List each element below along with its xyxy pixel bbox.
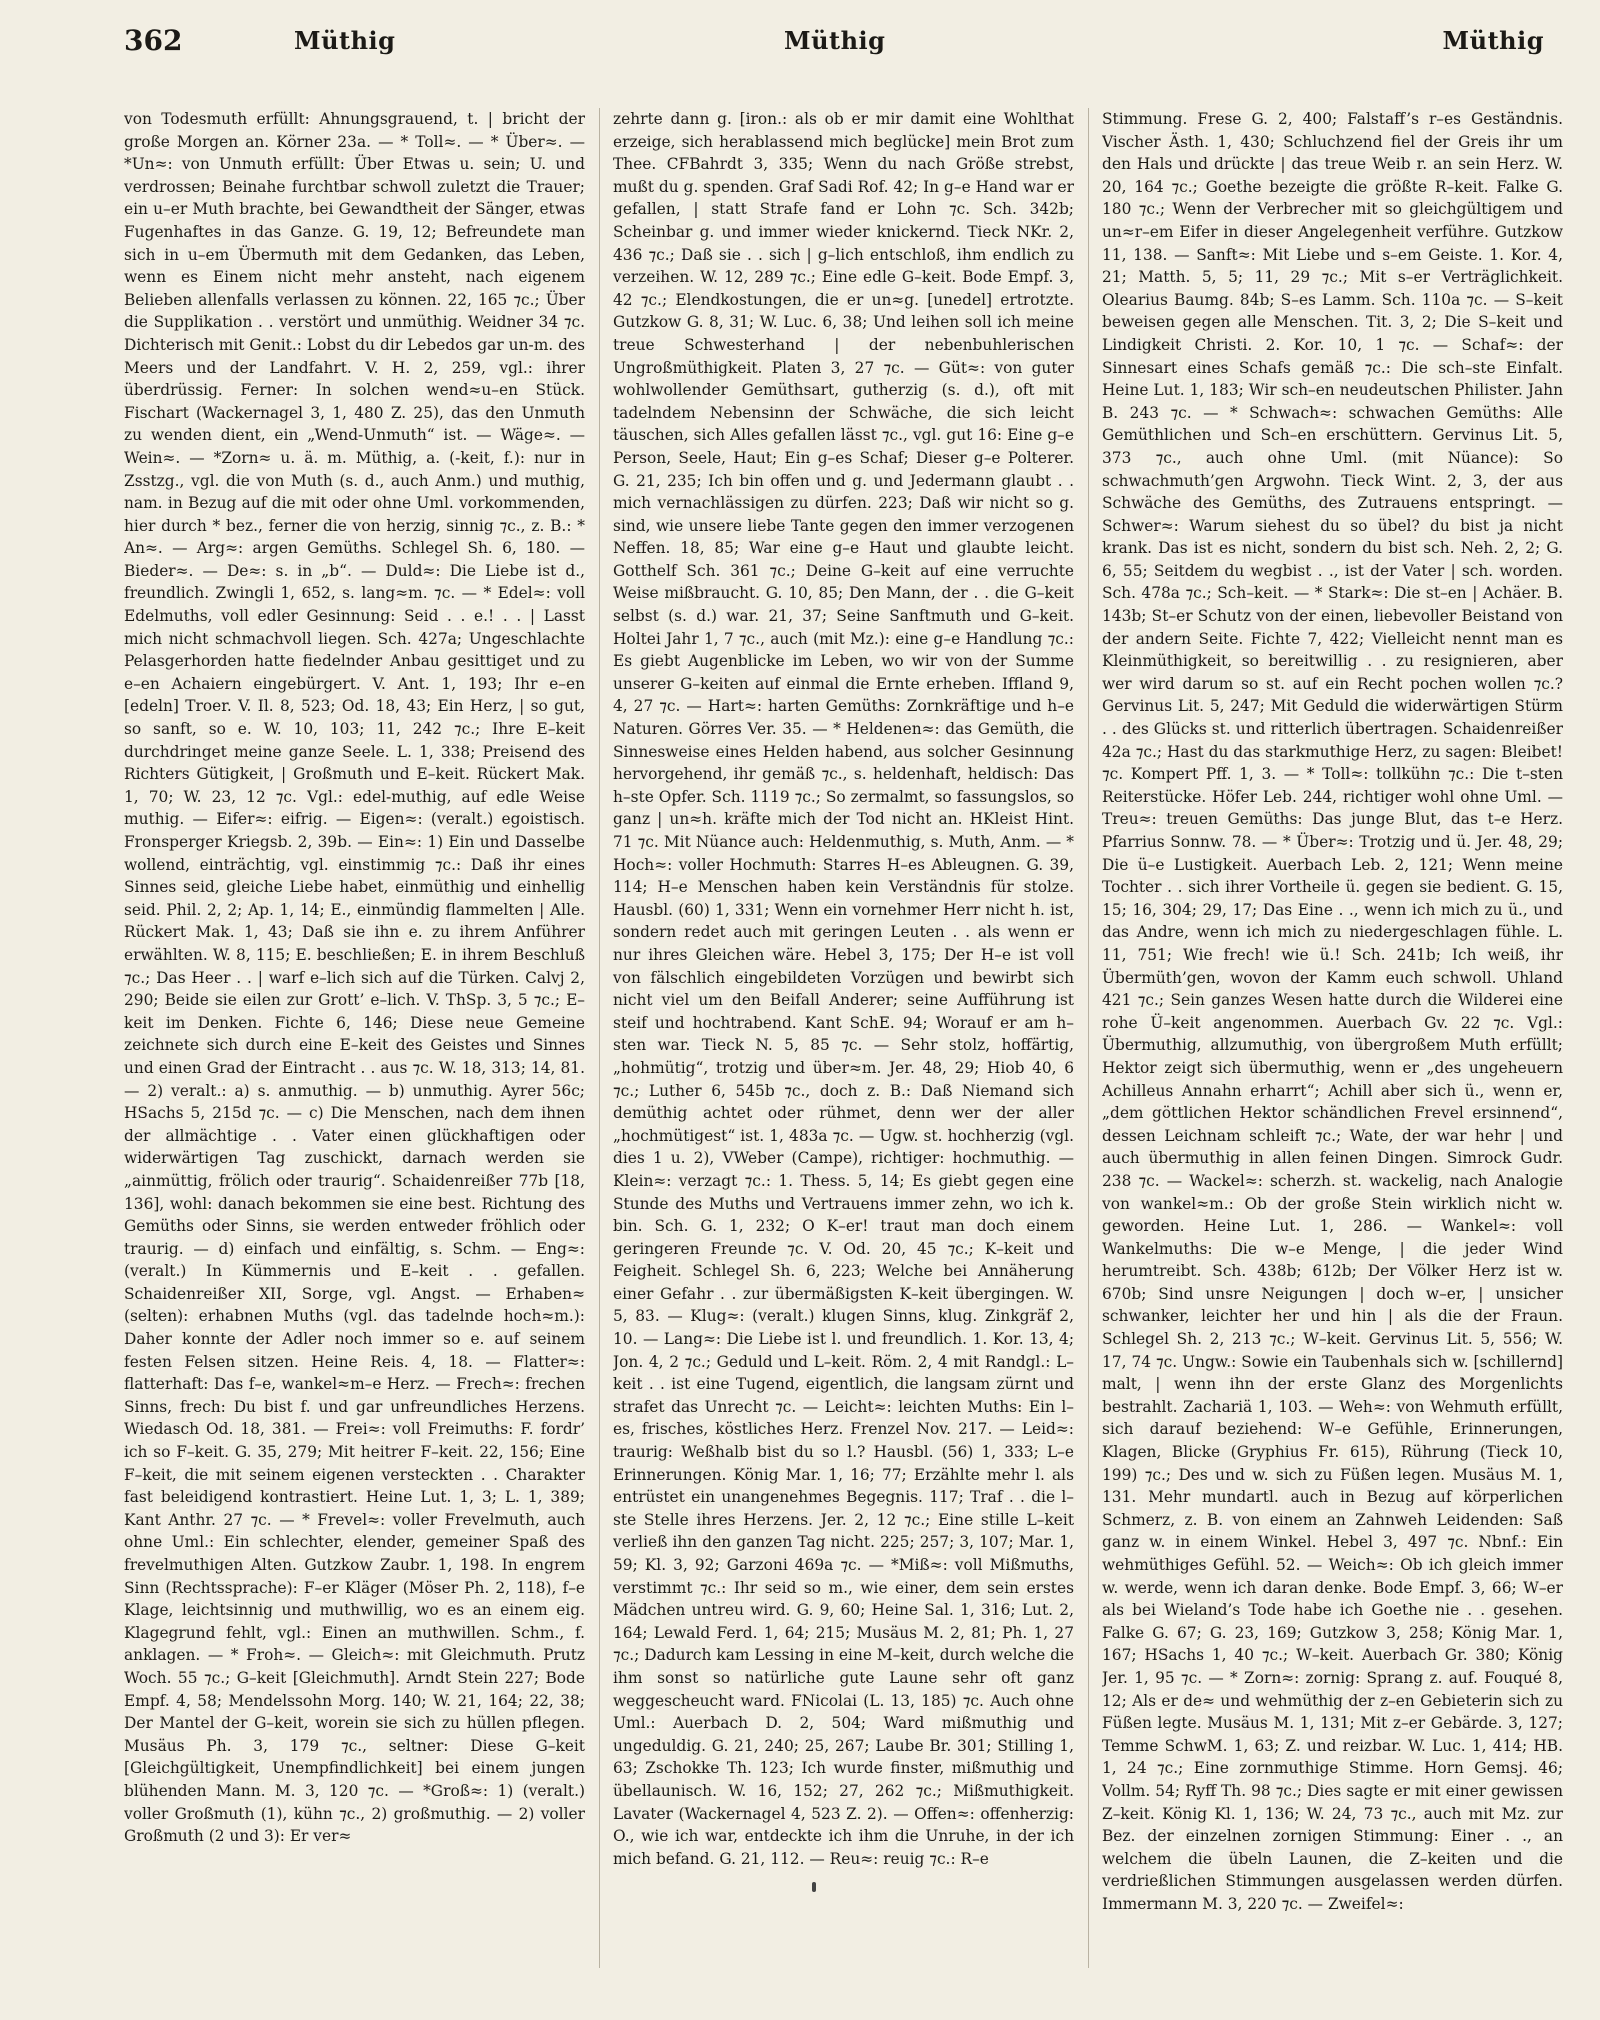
column-text: von Todesmuth erfüllt: Ahnungsgrauend, t. | bricht der große Morgen an. Körner 23a. — * Toll≈. — * Über≈. — *Un≈: von Unmuth erfüllt: Über Etwas u. sein; U. und verdrossen; Beinahe furchtbar schwoll zuletzt die Trauer; ein u–er Muth brachte, bei Gewandtheit der Sänger, etwas Fugenhaftes in das Ganze. G. 19, 12; Befreundete man sich in u–em Übermuth mit dem Gedanken, das Leben, wenn es Einem nicht mehr ansteht, nach eigenem Belieben allenfalls verlassen zu können. 22, 165 ⁊c.; Über die Supplikation . . verstört und unmüthig. Weidner 34 ⁊c. Dichterisch mit Genit.: Lobst du dir Lebedos gar un-m. des Meers und der Landfahrt. V. H. 2, 259, vgl.: ihrer überdrüssig. Ferner: In solchen wend≈u–en Stück. Fischart (Wackernagel 3, 1, 480 Z. 25), das den Unmuth zu wenden dient, ein „Wend-Unmuth“ ist. — Wäge≈. — Wein≈. — *Zorn≈ u. ä. m. Müthig, a. (-keit, f.): nur in Zsstzg., vgl. die von Muth (s. d., auch Anm.) und muthig, nam. in Bezug auf die mit oder ohne Uml. vorkommenden, hier durch * bez., ferner die von herzig, sinnig ⁊c., z. B.: * An≈. — Arg≈: argen Gemüths. Schlegel Sh. 6, 180. — Bieder≈. — De≈: s. in „b“. — Duld≈: Die Liebe ist d., freundlich. Zwingli 1, 652, s. lang≈m. ⁊c. — * Edel≈: voll Edelmuths, voll edler Gesinnung: Seid . . e.! . . | Lasst mich nicht schmachvoll liegen. Sch. 427a; Ungeschlachte Pelasgerhorden hatte fiedelnder Anbau gesittiget und zu e–en Achaiern eingebürgert. V. Ant. 1, 193; Ihr e–en [edeln] Troer. V. Il. 8, 523; Od. 18, 43; Ein Herz, | so gut, so sanft, so e. W. 10, 103; 11, 242 ⁊c.; Ihre E–keit durchdringet meine ganze Seele. L. 1, 338; Preisend des Richters Gütigkeit, | Großmuth und E–keit. Rückert Mak. 1, 70; W. 23, 12 ⁊c. Vgl.: edel-muthig, auf edle Weise muthig. — Eifer≈: eifrig. — Eigen≈: (veralt.) egoistisch. Fronsperger Kriegsb. 2, 39b. — Ein≈: 1) Ein und Dasselbe wollend, einträchtig, vgl. einstimmig ⁊c.: Daß ihr eines Sinnes seid, gleiche Liebe habet, einmüthig und einhellig seid. Phil. 2, 2; Ap. 1, 14; E., einmündig flammelten | Alle. Rückert Mak. 1, 43; Daß sie ihn e. zu ihrem Anführer erwählten. W. 8, 115; E. beschließen; E. in ihrem Beschluß ⁊c.; Das Heer . . | warf e–lich sich auf die Türken. Calvj 2, 290; Beide sie eilen zur Grott’ e–lich. V. ThSp. 3, 5 ⁊c.; E–keit im Denken. Fichte 6, 146; Diese neue Gemeine zeichnete sich durch eine E–keit des Geistes und Sinnes und einen Grad der Eintracht . . aus ⁊c. W. 18, 313; 14, 81. — 2) veralt.: a) s. anmuthig. — b) unmuthig. Ayrer 56c; HSachs 5, 215d ⁊c. — c) Die Menschen, nach dem ihnen der allmächtige . . Vater einen glückhaftigen oder widerwärtigen Tag zuschickt, darnach werden sie „ainmüttig, frölich oder traurig“. Schaidenreißer 77b [18, 136], wohl: danach bekommen sie eine best. Richtung des Gemüths oder Sinns, sie werden entweder fröhlich oder traurig. — d) einfach und einfältig, s. Schm. — Eng≈: (veralt.) In Kümmernis und E–keit . . gefallen. Schaidenreißer XII, Sorge, vgl. Angst. — Erhaben≈ (selten): erhabnen Muths (vgl. das tadelnde hoch≈m.): Daher konnte der Adler noch immer so e. auf seinem festen Felsen sitzen. Heine Reis. 4, 18. — Flatter≈: flatterhaft: Das f–e, wankel≈m–e Herz. — Frech≈: frechen Sinns, frech: Du bist f. und gar unfreundliches Herzens. Wiedasch Od. 18, 381. — Frei≈: voll Freimuths: F. fordr’ ich so F–keit. G. 35, 279; Mit heitrer F–keit. 22, 156; Eine F–keit, die mit seinem eigenen versteckten . . Charakter fast beleidigend kontrastiert. Heine Lut. 1, 3; L. 1, 389; Kant Anthr. 27 ⁊c. — * Frevel≈: voller Frevelmuth, auch ohne Uml.: Ein schlechter, elender, gemeiner Spaß des frevelmuthigen Alten. Gutzkow Zaubr. 1, 198. In engrem Sinn (Rechtssprache): F–er Kläger (Möser Ph. 2, 118), f–e Klage, leichtsinnig und muthwillig, wo es an einem eig. Klagegrund fehlt, vgl.: Einen an muthwillen. Schm., f. anklagen. — * Froh≈. — Gleich≈: mit Gleichmuth. Prutz Woch. 55 ⁊c.; G–keit [Gleichmuth]. Arndt Stein 227; Bode Empf. 4, 58; Mendelssohn Morg. 140; W. 21, 164; 22, 38; Der Mantel der G–keit, worein sie sich zu hüllen pflegen. Musäus Ph. 3, 179 ⁊c., seltner: Diese G–keit [Gleichgültigkeit, Unempfindlichkeit] bei einem jungen blühenden Mann. M. 3, 120 ⁊c. — *Groß≈: 1) (veralt.) voller Großmuth (1), kühn ⁊c., 2) großmuthig. — 2) voller Großmuth (2 und 3): Er ver≈ bbox=[124, 110, 585, 1846]
column-middle bbox=[613, 108, 1074, 1988]
running-head-right: Müthig bbox=[1442, 26, 1544, 55]
column-text: Stimmung. Frese G. 2, 400; Falstaff’s r–es Geständnis. Vischer Ästh. 1, 430; Schluchzend fiel der Greis ihr um den Hals und drückte | das treue Weib r. an sein Herz. W. 20, 164 ⁊c.; Goethe bezeigte die größte R–keit. Falke G. 180 ⁊c.; Wenn der Verbrecher mit so gleichgültigem und un≈r–em Eifer in dieser Angelegenheit verführe. Gutzkow 11, 138. — Sanft≈: Mit Liebe und s–em Geiste. 1. Kor. 4, 21; Matth. 5, 5; 11, 29 ⁊c.; Mit s–er Verträglichkeit. Olearius Baumg. 84b; S–es Lamm. Sch. 110a ⁊c. — S–keit beweisen gegen alle Menschen. Tit. 3, 2; Die S–keit und Lindigkeit Christi. 2. Kor. 10, 1 ⁊c. — Schaf≈: der Sinnesart eines Schafs gemäß ⁊c.: Die sch–ste Einfalt. Heine Lut. 1, 183; Wir sch–en neudeutschen Philister. Jahn B. 243 ⁊c. — * Schwach≈: schwachen Gemüths: Alle Gemüthlichen und Sch–en erschüttern. Gervinus Lit. 5, 373 ⁊c., auch ohne Uml. (mit Nüance): So schwachmuth’gen Argwohn. Tieck Wint. 2, 3, der aus Schwäche des Gemüths, des Zutrauens entspringt. — Schwer≈: Warum siehest du so übel? du bist ja nicht krank. Das ist es nicht, sondern du bist sch. Neh. 2, 2; G. 6, 55; Seitdem du wegbist . ., ist der Vater | sch. worden. Sch. 478a ⁊c.; Sch–keit. — * Stark≈: Die st–en | Achäer. B. 143b; St–er Schutz von der einen, liebevoller Beistand von der andern Seite. Fichte 7, 422; Vielleicht nennt man es Kleinmüthigkeit, so bereitwillig . . zu resignieren, aber wer wird darum so st. auf ein Recht pochen wollen ⁊c.? Gervinus Lit. 5, 247; Mit Geduld die widerwärtigen Stürm . . des Glücks st. und ritterlich übertragen. Schaidenreißer 42a ⁊c.; Hast du das starkmuthige Herz, zu sagen: Bleibet! ⁊c. Kompert Pff. 1, 3. — * Toll≈: tollkühn ⁊c.: Die t–sten Reiterstücke. Höfer Leb. 244, richtiger wohl ohne Uml. — Treu≈: treuen Gemüths: Das junge Blut, das t–e Herz. Pfarrius Sonnw. 78. — * Über≈: Trotzig und ü. Jer. 48, 29; Die ü–e Lustigkeit. Auerbach Leb. 2, 121; Wenn meine Tochter . . sich ihrer Vortheile ü. gegen sie bedient. G. 15, 15; 16, 304; 29, 17; Das Eine . ., wenn ich mich zu ü., und das Andre, wenn ich mich zu niedergeschlagen fühle. L. 11, 751; Wie frech! wie ü.! Sch. 241b; Ich weiß, ihr Übermüth’gen, wovon der Kamm euch schwoll. Uhland 421 ⁊c.; Sein ganzes Wesen hatte durch die Wilderei eine rohe Ü–keit angenommen. Auerbach Gv. 22 ⁊c. Vgl.: Übermuthig, allzumuthig, von übergroßem Muth erfüllt; Hektor zeigt sich übermuthig, wenn er „des ungeheuern Achilleus Annahn erharrt“; Achill aber sich ü., wenn er, „dem göttlichen Hektor schändlichen Frevel ersinnend“, dessen Leichnam schleift ⁊c.; Wate, der war hehr | und auch übermuthig in allen feinen Dingen. Simrock Gudr. 238 ⁊c. — Wackel≈: scherzh. st. wackelig, nach Analogie von wankel≈m.: Ob der große Stein wirklich nicht w. geworden. Heine Lut. 1, 286. — Wankel≈: voll Wankelmuths: Die w–e Menge, | die jeder Wind herumtreibt. Sch. 438b; 612b; Der Völker Herz ist w. 670b; Sind unsre Neigungen | doch w–er, | unsicher schwanker, leichter her und hin | als die der Fraun. Schlegel Sh. 2, 213 ⁊c.; W–keit. Gervinus Lit. 5, 556; W. 17, 74 ⁊c. Ungw.: Sowie ein Taubenhals sich w. [schillernd] malt, | wenn ihn der erste Glanz des Morgenlichts bestrahlt. Zachariä 1, 103. — Weh≈: von Wehmuth erfüllt, sich darauf beziehend: W–e Gefühle, Erinnerungen, Klagen, Blicke (Gryphius Fr. 615), Rührung (Tieck 10, 199) ⁊c.; Des und w. sich zu Füßen legen. Musäus M. 1, 131. Mehr mundartl. auch in Bezug auf körperlichen Schmerz, z. B. von einem an Zahnweh Leidenden: Saß ganz w. in einem Winkel. Hebel 3, 497 ⁊c. Nbnf.: Ein wehmüthiges Gefühl. 52. — Weich≈: Ob ich gleich immer w. werde, wenn ich daran denke. Bode Empf. 3, 66; W–er als bei Wieland’s Tode habe ich Goethe nie . . gesehen. Falke G. 67; G. 23, 169; Gutzkow 3, 258; König Mar. 1, 167; HSachs 1, 40 ⁊c.; W–keit. Auerbach Gr. 380; König Jer. 1, 95 ⁊c. — * Zorn≈: zornig: Sprang z. auf. Fouqué 8, 12; Als er de≈ und wehmüthig der z–en Gebieterin sich zu Füßen legte. Musäus M. 1, 131; Mit z–er Gebärde. 3, 127; Temme SchwM. 1, 63; Z. und reizbar. W. Luc. 1, 414; HB. 1, 24 ⁊c.; Eine zornmuthige Stimme. Horn Gemsj. 46; Vollm. 54; Ryff Th. 98 ⁊c.; Dies sagte er mit einer gewissen Z–keit. König Kl. 1, 136; W. 24, 73 ⁊c., auch mit Mz. zur Bez. der einzelnen zornigen Stimmung: Einer . ., an welchem die übeln Launen, die Z–keiten und die verdrießlichen Stimmungen ausgelassen werden dürfen. Immermann M. 3, 220 ⁊c. — Zweifel≈: bbox=[1102, 110, 1563, 1913]
page-number: 362 bbox=[124, 24, 183, 57]
column-right bbox=[1102, 108, 1563, 1988]
running-head-left: Müthig bbox=[294, 26, 396, 55]
dictionary-columns bbox=[124, 108, 1564, 1988]
page-header bbox=[124, 24, 1564, 74]
running-head-center: Müthig bbox=[784, 26, 886, 55]
column-left bbox=[124, 108, 585, 1988]
ink-mark bbox=[812, 1882, 816, 1892]
column-text: zehrte dann g. [iron.: als ob er mir damit eine Wohlthat erzeige, sich herablassend mich beglücke] mein Brot zum Thee. CFBahrdt 3, 335; Wenn du nach Größe strebst, mußt du g. spenden. Graf Sadi Rof. 42; In g–e Hand war er gefallen, | statt Strafe fand er Lohn ⁊c. Sch. 342b; Scheinbar g. und immer wieder knickernd. Tieck NKr. 2, 436 ⁊c.; Daß sie . . sich | g–lich entschloß, ihm endlich zu verzeihen. W. 12, 289 ⁊c.; Eine edle G–keit. Bode Empf. 3, 42 ⁊c.; Elendkostungen, die er un≈g. [unedel] ertrotzte. Gutzkow G. 8, 31; W. Luc. 6, 38; Und leihen soll ich meine treue Schwesterhand | der nebenbuhlerischen Ungroßmüthigkeit. Platen 3, 27 ⁊c. — Güt≈: von guter wohlwollender Gemüthsart, gutherzig (s. d.), oft mit tadelndem Nebensinn der Schwäche, die sich leicht täuschen, sich Alles gefallen lässt ⁊c., vgl. gut 16: Eine g–e Person, Seele, Haut; Ein g–es Schaf; Dieser g–e Polterer. G. 21, 235; Ich bin offen und g. und Jedermann glaubt . . mich vernachlässigen zu dürfen. 223; Daß wir nicht so g. sind, wie unsere liebe Tante gegen den immer verzogenen Neffen. 18, 85; War eine g–e Haut und glaubte leicht. Gotthelf Sch. 361 ⁊c.; Deine G–keit auf eine verruchte Weise mißbraucht. G. 10, 85; Den Mann, der . . die G–keit selbst (s. d.) war. 21, 37; Seine Sanftmuth und G–keit. Holtei Jahr 1, 7 ⁊c., auch (mit Mz.): eine g–e Handlung ⁊c.: Es giebt Augenblicke im Leben, wo wir von der Summe unserer G–keiten auf einmal die Ernte erheben. Iffland 9, 4, 27 ⁊c. — Hart≈: harten Gemüths: Zornkräftige und h–e Naturen. Görres Ver. 35. — * Heldenen≈: das Gemüth, die Sinnesweise eines Helden habend, aus solcher Gesinnung hervorgehend, ihr gemäß ⁊c., s. heldenhaft, heldisch: Das h–ste Opfer. Sch. 1119 ⁊c.; So zermalmt, so fassungslos, so ganz | un≈h. kräfte mich der Tod nicht an. HKleist Hint. 71 ⁊c. Mit Nüance auch: Heldenmuthig, s. Muth, Anm. — * Hoch≈: voller Hochmuth: Starres H–es Ableugnen. G. 39, 114; H–e Menschen haben kein Verständnis für stolze. Hausbl. (60) 1, 331; Wenn ein vornehmer Herr nicht h. ist, sondern redet auch mit geringen Leuten . . als wenn er nur ihres Gleichen wäre. Hebel 3, 175; Der H–e ist voll von fälschlich eingebildeten Vorzügen und bewirbt sich nicht viel um den Beifall Anderer; seine Aufführung ist steif und hochtrabend. Kant SchE. 94; Worauf er am h–sten war. Tieck N. 5, 85 ⁊c. — Sehr stolz, hoffärtig, „hohmütig“, trotzig und über≈m. Jer. 48, 29; Hiob 40, 6 ⁊c.; Luther 6, 545b ⁊c., doch z. B.: Daß Niemand sich demüthig achtet oder rühmet, denn wer der aller „hochmütigest“ ist. 1, 483a ⁊c. — Ugw. st. hochherzig (vgl. dies 1 u. 2), VWeber (Campe), richtiger: hochmuthig. — Klein≈: verzagt ⁊c.: 1. Thess. 5, 14; Es giebt gegen eine Stunde des Muths und Vertrauens immer zehn, wo ich k. bin. Sch. G. 1, 232; O K–er! traut man doch einem geringeren Freunde ⁊c. V. Od. 20, 45 ⁊c.; K–keit und Feigheit. Schlegel Sh. 6, 223; Welche bei Annäherung einer Gefahr . . zur übermäßigsten K–keit übergingen. W. 5, 83. — Klug≈: (veralt.) klugen Sinns, klug. Zinkgräf 2, 10. — Lang≈: Die Liebe ist l. und freundlich. 1. Kor. 13, 4; Jon. 4, 2 ⁊c.; Geduld und L–keit. Röm. 2, 4 mit Randgl.: L–keit . . ist eine Tugend, eigentlich, die langsam zürnt und strafet das Unrecht ⁊c. — Leicht≈: leichten Muths: Ein l–es, frisches, köstliches Herz. Frenzel Nov. 217. — Leid≈: traurig: Weßhalb bist du so l.? Hausbl. (56) 1, 333; L–e Erinnerungen. König Mar. 1, 16; 77; Erzählte mehr l. als entrüstet ein unangenehmes Begegnis. 117; Traf . . die l–ste Stelle ihres Herzens. Jer. 2, 12 ⁊c.; Eine stille L–keit verließ ihn den ganzen Tag nicht. 225; 257; 3, 107; Mar. 1, 59; Kl. 3, 92; Garzoni 469a ⁊c. — *Miß≈: voll Mißmuths, verstimmt ⁊c.: Ihr seid so m., wie einer, dem sein erstes Mädchen untreu wird. G. 9, 60; Heine Sal. 1, 316; Lut. 2, 164; Lewald Ferd. 1, 64; 215; Musäus M. 2, 81; Ph. 1, 27 ⁊c.; Dadurch kam Lessing in eine M–keit, durch welche die ihm sonst so natürliche gute Laune sehr oft ganz weggescheucht ward. FNicolai (L. 13, 185) ⁊c. Auch ohne Uml.: Auerbach D. 2, 504; Ward mißmuthig und ungeduldig. G. 21, 240; 25, 267; Laube Br. 301; Stilling 1, 63; Zschokke Th. 123; Ich wurde finster, mißmuthig und übellaunisch. W. 16, 152; 27, 262 ⁊c.; Mißmuthigkeit. Lavater (Wackernagel 4, 523 Z. 2). — Offen≈: offenherzig: O., wie ich war, entdeckte ich ihm die Unruhe, in der ich mich befand. G. 21, 112. — Reu≈: reuig ⁊c.: R–e bbox=[613, 110, 1074, 1868]
